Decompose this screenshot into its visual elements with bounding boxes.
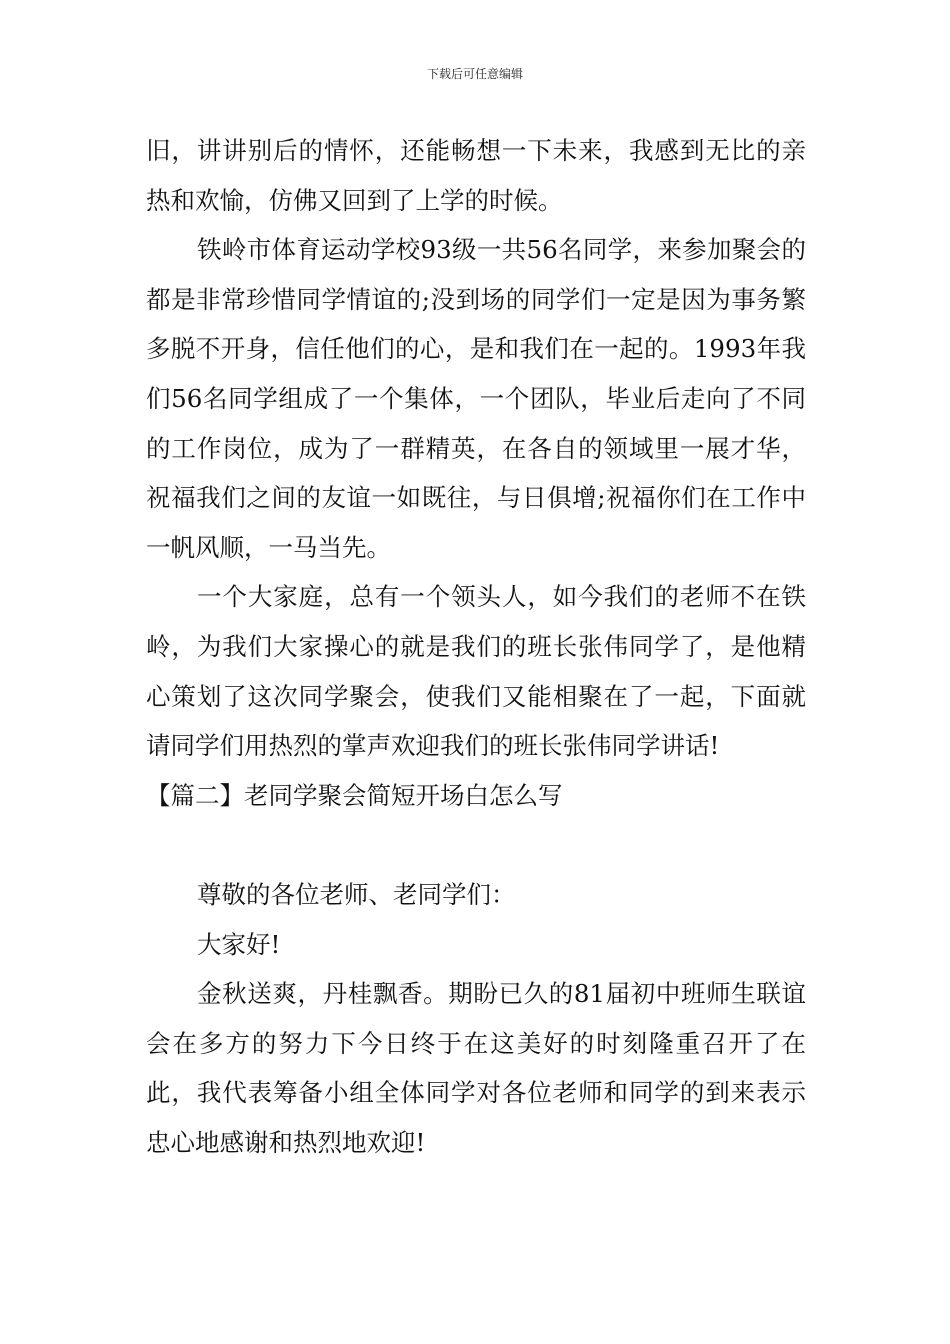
speech-body: 金秋送爽，丹桂飘香。期盼已久的81届初中班师生联谊会在多方的努力下今日终于在这美好的时刻隆重召开了在此，我代表筹备小组全体同学对各位老师和同学的到来表示忠心地感谢和热烈地欢迎! (146, 979, 806, 1157)
paragraph-classmates: 铁岭市体育运动学校93级一共56名同学，来参加聚会的都是非常珍惜同学情谊的;没到场的同学们一定是因为事务繁多脱不开身，信任他们的心，是和我们在一起的。1993年我们56名同学组成了一个集体，一个团队，毕业后走向了不同的工作岗位，成为了一群精英，在各自的领域里一展才华，祝福我们之间的友谊一如既往，与日俱增;祝福你们在工作中一帆风顺，一马当先。 (146, 235, 806, 562)
speech-salutation: 尊敬的各位老师、老同学们： (197, 879, 516, 909)
speech-greeting: 大家好! (197, 929, 281, 959)
section-title: 【篇二】老同学聚会简短开场白怎么写 (146, 780, 563, 810)
paragraph-continuation: 旧，讲讲别后的情怀，还能畅想一下未来，我感到无比的亲热和欢愉，仿佛又回到了上学的时候。 (146, 136, 806, 215)
document-body (146, 126, 806, 1167)
section-spacer (146, 820, 806, 870)
page-header: 下载后可任意编辑 (426, 67, 523, 81)
paragraph-class-monitor: 一个大家庭，总有一个领头人，如今我们的老师不在铁岭，为我们大家操心的就是我们的班长张伟同学了，是他精心策划了这次同学聚会，使我们又能相聚在了一起，下面就请同学们用热烈的掌声欢迎我们的班长张伟同学讲话! (146, 582, 806, 761)
